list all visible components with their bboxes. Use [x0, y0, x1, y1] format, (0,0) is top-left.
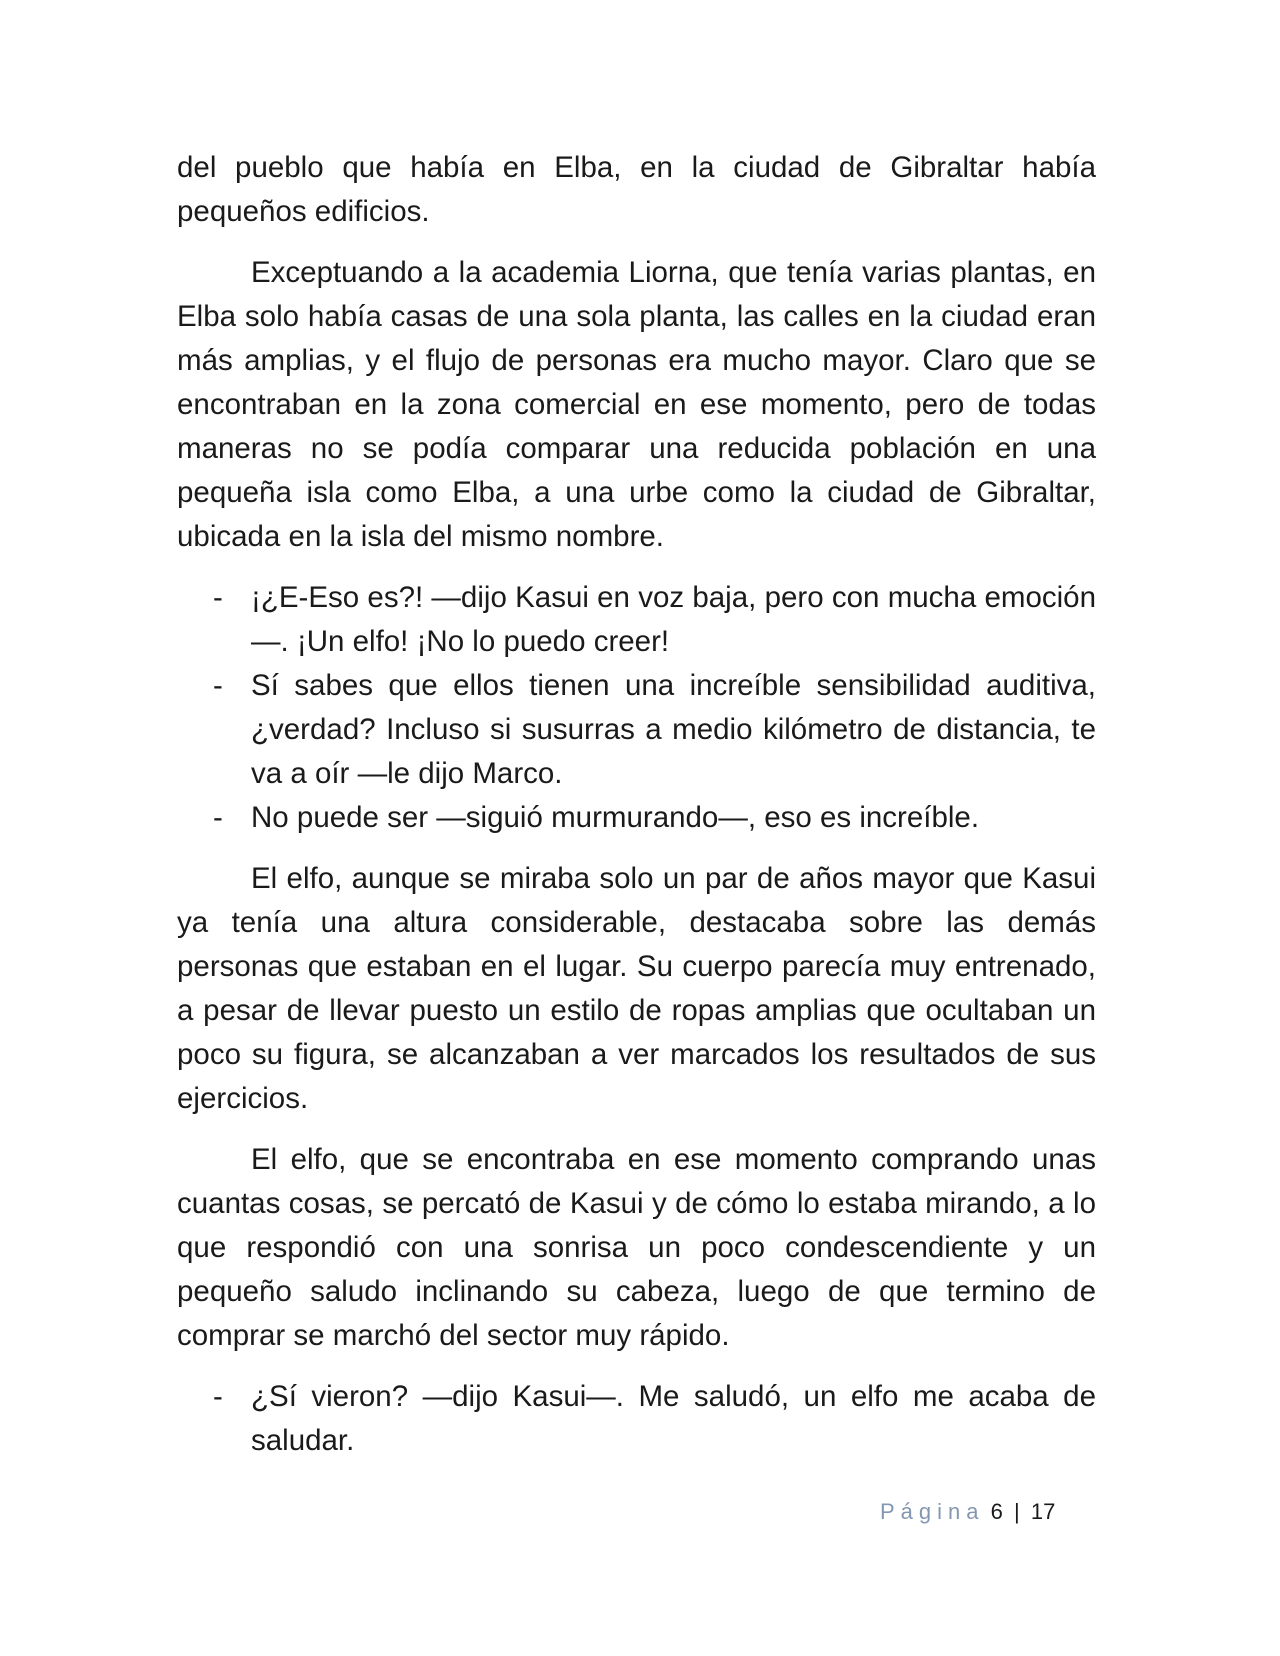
dialogue-dash: - [213, 581, 223, 614]
dialogue-dash: - [213, 1380, 223, 1413]
dialogue-text: ¿Sí vieron? —dijo Kasui—. Me saludó, un elfo me acaba de saludar. [251, 1380, 1096, 1457]
dialogue-text: No puede ser —siguió murmurando—, eso es increíble. [251, 801, 980, 834]
page-body [177, 146, 1096, 1480]
paragraph: Exceptuando a la academia Liorna, que tenía varias plantas, en Elba solo había casas de una sola planta, las calles en la ciudad eran más amplias, y el flujo de personas era mucho mayor. Claro que se encontraban en la zona comercial en ese momento, pero de todas maneras no se podía comparar una reducida población en una pequeña isla como Elba, a una urbe como la ciudad de Gibraltar, ubicada en la isla del mismo nombre. [177, 256, 1096, 553]
dialogue-line [177, 1375, 1096, 1463]
dialogue-text: Sí sabes que ellos tienen una increíble sensibilidad auditiva, ¿verdad? Incluso si susurras a medio kilómetro de distancia, te va a oír —le dijo Marco. [251, 669, 1096, 790]
dialogue-dash: - [213, 669, 223, 702]
dialogue-line [177, 576, 1096, 664]
page-footer [880, 1497, 1055, 1527]
dialogue-list [177, 1375, 1096, 1463]
dialogue-line [177, 796, 1096, 840]
dialogue-list [177, 576, 1096, 840]
page-label: Página [880, 1499, 985, 1524]
page-number: 6 [990, 1499, 1003, 1524]
paragraph: del pueblo que había en Elba, en la ciudad de Gibraltar había pequeños edificios. [177, 151, 1096, 228]
page-total: 17 [1030, 1499, 1056, 1524]
page-separator: | [1014, 1499, 1020, 1524]
paragraph: El elfo, aunque se miraba solo un par de años mayor que Kasui ya tenía una altura considerable, destacaba sobre las demás personas que estaban en el lugar. Su cuerpo parecía muy entrenado, a pesar de llevar puesto un estilo de ropas amplias que ocultaban un poco su figura, se alcanzaban a ver marcados los resultados de sus ejercicios. [177, 862, 1096, 1115]
dialogue-text: ¡¿E-Eso es?! —dijo Kasui en voz baja, pero con mucha emoción—. ¡Un elfo! ¡No lo puedo creer! [251, 581, 1096, 658]
paragraph: El elfo, que se encontraba en ese momento comprando unas cuantas cosas, se percató de Kasui y de cómo lo estaba mirando, a lo que respondió con una sonrisa un poco condescendiente y un pequeño saludo inclinando su cabeza, luego de que termino de comprar se marchó del sector muy rápido. [177, 1143, 1096, 1352]
dialogue-line [177, 664, 1096, 796]
dialogue-dash: - [213, 801, 223, 834]
